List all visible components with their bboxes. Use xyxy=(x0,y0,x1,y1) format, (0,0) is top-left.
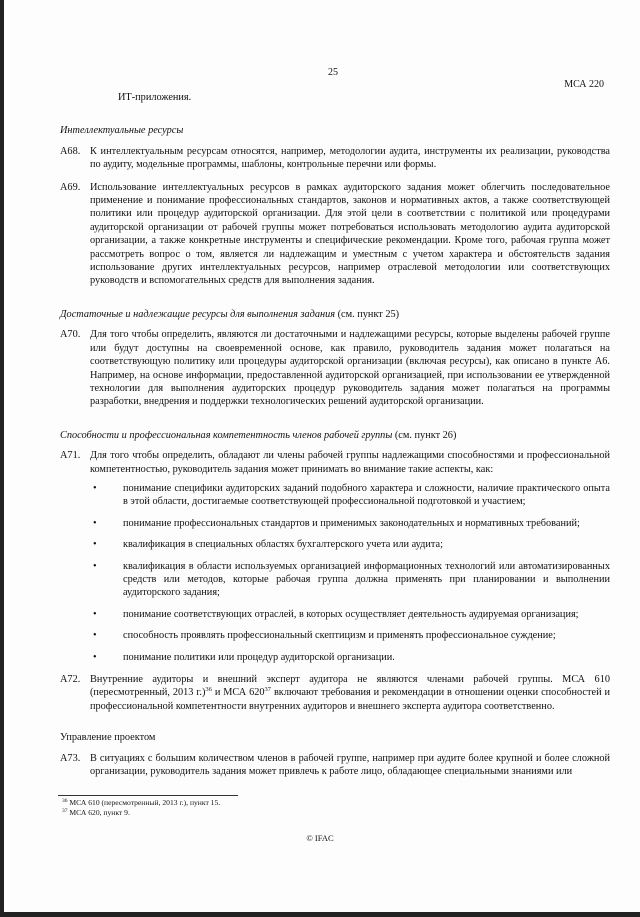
heading-text: Способности и профессиональная компетентность членов рабочей группы xyxy=(60,429,393,441)
paragraph-number: A69. xyxy=(60,181,81,193)
paragraph-text-part: включают требования и рекомендации в отношении оценки способностей и профессиональной компетентности внутренних аудиторов и внешнего эксперта аудитора соответственно. xyxy=(90,687,610,712)
footnote-number: 37 xyxy=(62,808,68,814)
paragraph-number: A68. xyxy=(60,145,81,157)
competence-bullet-list xyxy=(60,482,610,664)
paragraph-text-part: и МСА 620 xyxy=(211,687,265,699)
paragraph-a68 xyxy=(60,145,610,172)
document-code: МСА 220 xyxy=(564,79,604,90)
footnote-reference[interactable]: 36 xyxy=(205,686,212,694)
paragraph-text: В ситуациях с большим количеством членов в рабочей группе, например при аудите более крупной и более сложной организации, руководитель задания может привлечь к работе лицо, обладающее специальными знаниями или xyxy=(90,752,610,778)
bullet-item: • понимание политики или процедур аудиторской организации. xyxy=(123,651,610,664)
footnote-text: МСА 620, пункт 9. xyxy=(69,808,130,817)
footnote-text: МСА 610 (пересмотренный, 2013 г.), пункт 15. xyxy=(69,798,221,807)
heading-reference: (см. пункт 26) xyxy=(392,429,457,441)
footnote-reference[interactable]: 37 xyxy=(264,686,272,694)
paragraph-a72 xyxy=(60,673,610,713)
copyright-footer: © IFAC xyxy=(306,833,334,843)
paragraph-text: Использование интеллектуальных ресурсов в рамках аудиторского задания может облегчить последовательное применение и понимание профессиональных стандартов, законов и нормативных актов, а также соответствующей политики или процедур аудиторской организации. Для этой цели в соответствии с политикой или процедурами аудиторской организации от рабочей группы может потребоваться использовать методологию аудита аудиторской организации, а также конкретные инструменты и специфические рекомендации. Кроме того, рабочая группа может рассмотреть вопрос о том, является ли надлежащим и уместным с учетом характера и обстоятельств задания использование других интеллектуальных ресурсов, например отраслевой методологии или соответствующих руководств и вспомогательных средств для выполнения задания. xyxy=(90,181,610,287)
section-heading-intellectual-resources: Интеллектуальные ресурсы xyxy=(60,125,184,137)
paragraph-a70 xyxy=(60,328,610,408)
paragraph-number: A70. xyxy=(60,329,81,341)
heading-reference: (см. пункт 25) xyxy=(335,308,400,320)
footnotes xyxy=(62,798,220,818)
bullet-item: • понимание соответствующих отраслей, в которых осуществляет деятельность аудируемая организация; xyxy=(123,608,610,621)
bullet-item: • способность проявлять профессиональный скептицизм и применять профессиональное суждение; xyxy=(123,629,610,642)
paragraph-text: К интеллектуальным ресурсам относятся, например, методологии аудита, инструменты их реализации, руководства по аудиту, модельные программы, шаблоны, контрольные перечни или формы. xyxy=(90,145,610,171)
bullet-item: • понимание специфики аудиторских заданий подобного характера и сложности, наличие практического опыта в этой области, достигаемые соответствующей профессиональной подготовкой и участием; xyxy=(123,482,610,509)
paragraph-number: A73. xyxy=(60,752,81,764)
paragraph-a71 xyxy=(60,449,610,476)
bullet-item: • квалификация в области используемых организацией информационных технологий или автоматизированных средств или методов, которые рабочая группа должна применять при планировании и выполнении аудиторского задания; xyxy=(123,560,610,600)
paragraph-number: A71. xyxy=(60,450,81,462)
footnote xyxy=(62,808,220,818)
footnote xyxy=(62,798,220,808)
footnote-divider xyxy=(58,795,238,796)
section-heading-competence xyxy=(60,429,610,442)
continuation-line: ИТ-приложения. xyxy=(118,92,192,103)
scan-edge-left xyxy=(0,0,4,917)
paragraph-a73 xyxy=(60,752,610,779)
paragraph-text: Для того чтобы определить, являются ли достаточными и надлежащими ресурсы, которые выделены рабочей группе или будут доступны на своевременной основе, как правило, руководитель задания может полагаться на соответствующую политику или процедуры аудиторской организации (включая ресурсы), как описано в пункте А6. Например, на основе информации, предоставленной аудиторской организацией, при использовании ее утвержденной технологии для выполнения аудиторских процедур руководитель задания может полагаться на программы разработки, внедрения и поддержки технологических решений аудиторской организации. xyxy=(90,329,610,408)
section-heading-project-management: Управление проектом xyxy=(60,732,156,744)
paragraph-a69 xyxy=(60,181,610,288)
bullet-item: • понимание профессиональных стандартов и применимых законодательных и нормативных требований; xyxy=(123,517,610,530)
page-body xyxy=(60,88,610,778)
paragraph-text-part: Внутренние аудиторы и внешний эксперт аудитора не являются членами рабочей группы. МСА 610 (пересмотренный, 2013 г.) xyxy=(90,674,610,699)
paragraph-number: A72. xyxy=(60,674,81,685)
footnote-number: 36 xyxy=(62,798,68,804)
heading-text: Достаточные и надлежащие ресурсы для выполнения задания xyxy=(60,308,336,320)
scan-edge-bottom xyxy=(0,912,640,917)
page-number: 25 xyxy=(328,67,338,78)
section-heading-sufficient-resources xyxy=(60,308,610,321)
bullet-item: • квалификация в специальных областях бухгалтерского учета или аудита; xyxy=(123,538,610,551)
paragraph-text: Для того чтобы определить, обладают ли члены рабочей группы надлежащими способностями и профессиональной компетентностью, руководитель задания может принимать во внимание такие аспекты, как: xyxy=(90,450,610,475)
